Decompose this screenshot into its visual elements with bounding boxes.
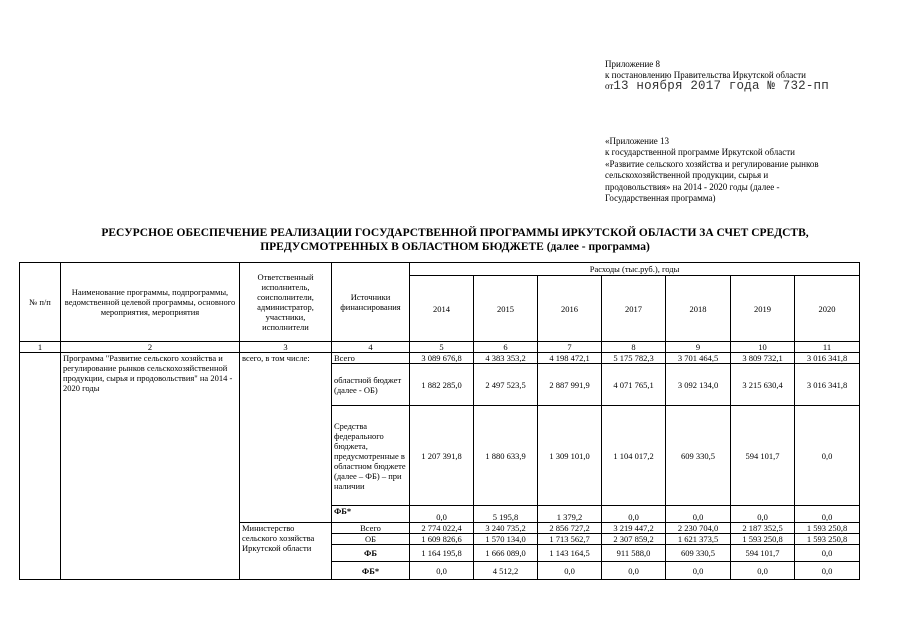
source-cell: ОБ <box>332 534 410 545</box>
appendix-8-title: Приложение 8 <box>605 59 661 69</box>
header-executor: Ответственный исполнитель, соисполнители, администратор, участники, исполнители <box>240 263 332 342</box>
value-cell: 1 593 250,8 <box>795 534 860 545</box>
header-source: Источники финансирования <box>332 263 410 342</box>
value-cell: 3 219 447,2 <box>602 523 666 534</box>
column-number: 7 <box>538 342 602 353</box>
appendix-13-line: Государственная программа) <box>605 193 716 204</box>
appendix-13-line: продовольствия» на 2014 - 2020 годы (далее - <box>605 181 780 192</box>
value-cell: 609 330,5 <box>666 545 731 562</box>
appendix-8-date <box>605 81 829 92</box>
header-year: 2016 <box>538 276 602 342</box>
value-cell: 0,0 <box>795 406 860 506</box>
column-number: 6 <box>474 342 538 353</box>
value-cell: 0,0 <box>731 562 795 580</box>
value-cell: 3 701 464,5 <box>666 353 731 364</box>
value-cell: 1 882 285,0 <box>410 364 474 406</box>
value-cell: 0,0 <box>795 506 860 523</box>
appendix-13-line: к государственной программе Иркутской области <box>605 147 796 158</box>
value-cell: 2 497 523,5 <box>474 364 538 406</box>
value-cell: 0,0 <box>602 562 666 580</box>
value-cell: 3 089 676,8 <box>410 353 474 364</box>
column-number: 10 <box>731 342 795 353</box>
column-number: 1 <box>20 342 61 353</box>
value-cell: 3 092 134,0 <box>666 364 731 406</box>
program-name-cell: Программа "Развитие сельского хозяйства и регулирование рынков сельскохозяйственной продукции, сырья и продовольствия" на 2014 - 2020 годы <box>61 353 240 580</box>
value-cell: 2 887 991,9 <box>538 364 602 406</box>
source-cell: областной бюджет (далее - ОБ) <box>332 364 410 406</box>
value-cell: 3 240 735,2 <box>474 523 538 534</box>
value-cell: 1 666 089,0 <box>474 545 538 562</box>
value-cell: 1 164 195,8 <box>410 545 474 562</box>
row-number-cell <box>20 353 61 580</box>
resource-table <box>19 262 860 580</box>
value-cell: 0,0 <box>602 506 666 523</box>
executor-cell: Министерство сельского хозяйства Иркутской области <box>240 523 332 580</box>
column-number: 9 <box>666 342 731 353</box>
value-cell: 2 856 727,2 <box>538 523 602 534</box>
appendix-13-line: «Развитие сельского хозяйства и регулирование рынков <box>605 158 819 169</box>
appendix-8-block <box>605 59 829 92</box>
value-cell: 3 809 732,1 <box>731 353 795 364</box>
appendix-8-date-prefix: от <box>605 81 614 91</box>
value-cell: 0,0 <box>795 545 860 562</box>
document-title-line: РЕСУРСНОЕ ОБЕСПЕЧЕНИЕ РЕАЛИЗАЦИИ ГОСУДАРСТВЕННОЙ ПРОГРАММЫ ИРКУТСКОЙ ОБЛАСТИ ЗА СЧЕТ СРЕДСТВ, <box>101 227 809 239</box>
value-cell: 3 215 630,4 <box>731 364 795 406</box>
value-cell: 1 143 164,5 <box>538 545 602 562</box>
executor-cell: всего, в том числе: <box>240 353 332 523</box>
table-row <box>20 353 860 364</box>
value-cell: 1 593 250,8 <box>795 523 860 534</box>
value-cell: 2 187 352,5 <box>731 523 795 534</box>
value-cell: 3 016 341,8 <box>795 364 860 406</box>
value-cell: 0,0 <box>731 506 795 523</box>
header-year: 2020 <box>795 276 860 342</box>
header-year: 2019 <box>731 276 795 342</box>
value-cell: 3 016 341,8 <box>795 353 860 364</box>
value-cell: 1 309 101,0 <box>538 406 602 506</box>
value-cell: 911 588,0 <box>602 545 666 562</box>
value-cell: 0,0 <box>538 562 602 580</box>
header-num: № п/п <box>20 263 61 342</box>
header-name: Наименование программы, подпрограммы, ведомственной целевой программы, основного мероприятия, мероприятия <box>61 263 240 342</box>
appendix-8-resolution: к постановлению Правительства Иркутской области <box>605 70 806 80</box>
value-cell: 4 383 353,2 <box>474 353 538 364</box>
value-cell: 594 101,7 <box>731 545 795 562</box>
appendix-8-date-handwritten: 13 ноября 2017 года № 732-пп <box>613 79 829 93</box>
value-cell: 4 512,2 <box>474 562 538 580</box>
value-cell: 594 101,7 <box>731 406 795 506</box>
document-title-line: ПРЕДУСМОТРЕННЫХ В ОБЛАСТНОМ БЮДЖЕТЕ (далее - программа) <box>260 241 650 253</box>
value-cell: 5 175 782,3 <box>602 353 666 364</box>
source-cell: ФБ* <box>332 506 410 523</box>
value-cell: 2 230 704,0 <box>666 523 731 534</box>
value-cell: 1 570 134,0 <box>474 534 538 545</box>
value-cell: 609 330,5 <box>666 406 731 506</box>
value-cell: 2 307 859,2 <box>602 534 666 545</box>
value-cell: 1 621 373,5 <box>666 534 731 545</box>
value-cell: 0,0 <box>795 562 860 580</box>
column-number: 5 <box>410 342 474 353</box>
header-year: 2018 <box>666 276 731 342</box>
document-title <box>60 226 850 254</box>
header-year: 2014 <box>410 276 474 342</box>
column-number: 2 <box>61 342 240 353</box>
value-cell: 0,0 <box>410 506 474 523</box>
value-cell: 1 379,2 <box>538 506 602 523</box>
source-cell: Средства федерального бюджета, предусмотренные в областном бюджете (далее – ФБ) – при наличии <box>332 406 410 506</box>
column-number: 8 <box>602 342 666 353</box>
value-cell: 0,0 <box>666 562 731 580</box>
appendix-13-block <box>605 136 895 204</box>
value-cell: 1 104 017,2 <box>602 406 666 506</box>
value-cell: 1 593 250,8 <box>731 534 795 545</box>
value-cell: 1 207 391,8 <box>410 406 474 506</box>
header-year: 2017 <box>602 276 666 342</box>
value-cell: 2 774 022,4 <box>410 523 474 534</box>
header-expenses: Расходы (тыс.руб.), годы <box>410 263 860 276</box>
value-cell: 0,0 <box>666 506 731 523</box>
source-cell: ФБ <box>332 545 410 562</box>
appendix-13-line: «Приложение 13 <box>605 136 670 146</box>
value-cell: 4 198 472,1 <box>538 353 602 364</box>
appendix-13-line: сельскохозяйственной продукции, сырья и <box>605 170 769 181</box>
source-cell: ФБ* <box>332 562 410 580</box>
source-cell: Всего <box>332 523 410 534</box>
value-cell: 0,0 <box>410 562 474 580</box>
value-cell: 5 195,8 <box>474 506 538 523</box>
column-number: 3 <box>240 342 332 353</box>
header-year: 2015 <box>474 276 538 342</box>
value-cell: 1 880 633,9 <box>474 406 538 506</box>
column-number: 11 <box>795 342 860 353</box>
column-number: 4 <box>332 342 410 353</box>
value-cell: 1 609 826,6 <box>410 534 474 545</box>
value-cell: 4 071 765,1 <box>602 364 666 406</box>
source-cell: Всего <box>332 353 410 364</box>
value-cell: 1 713 562,7 <box>538 534 602 545</box>
